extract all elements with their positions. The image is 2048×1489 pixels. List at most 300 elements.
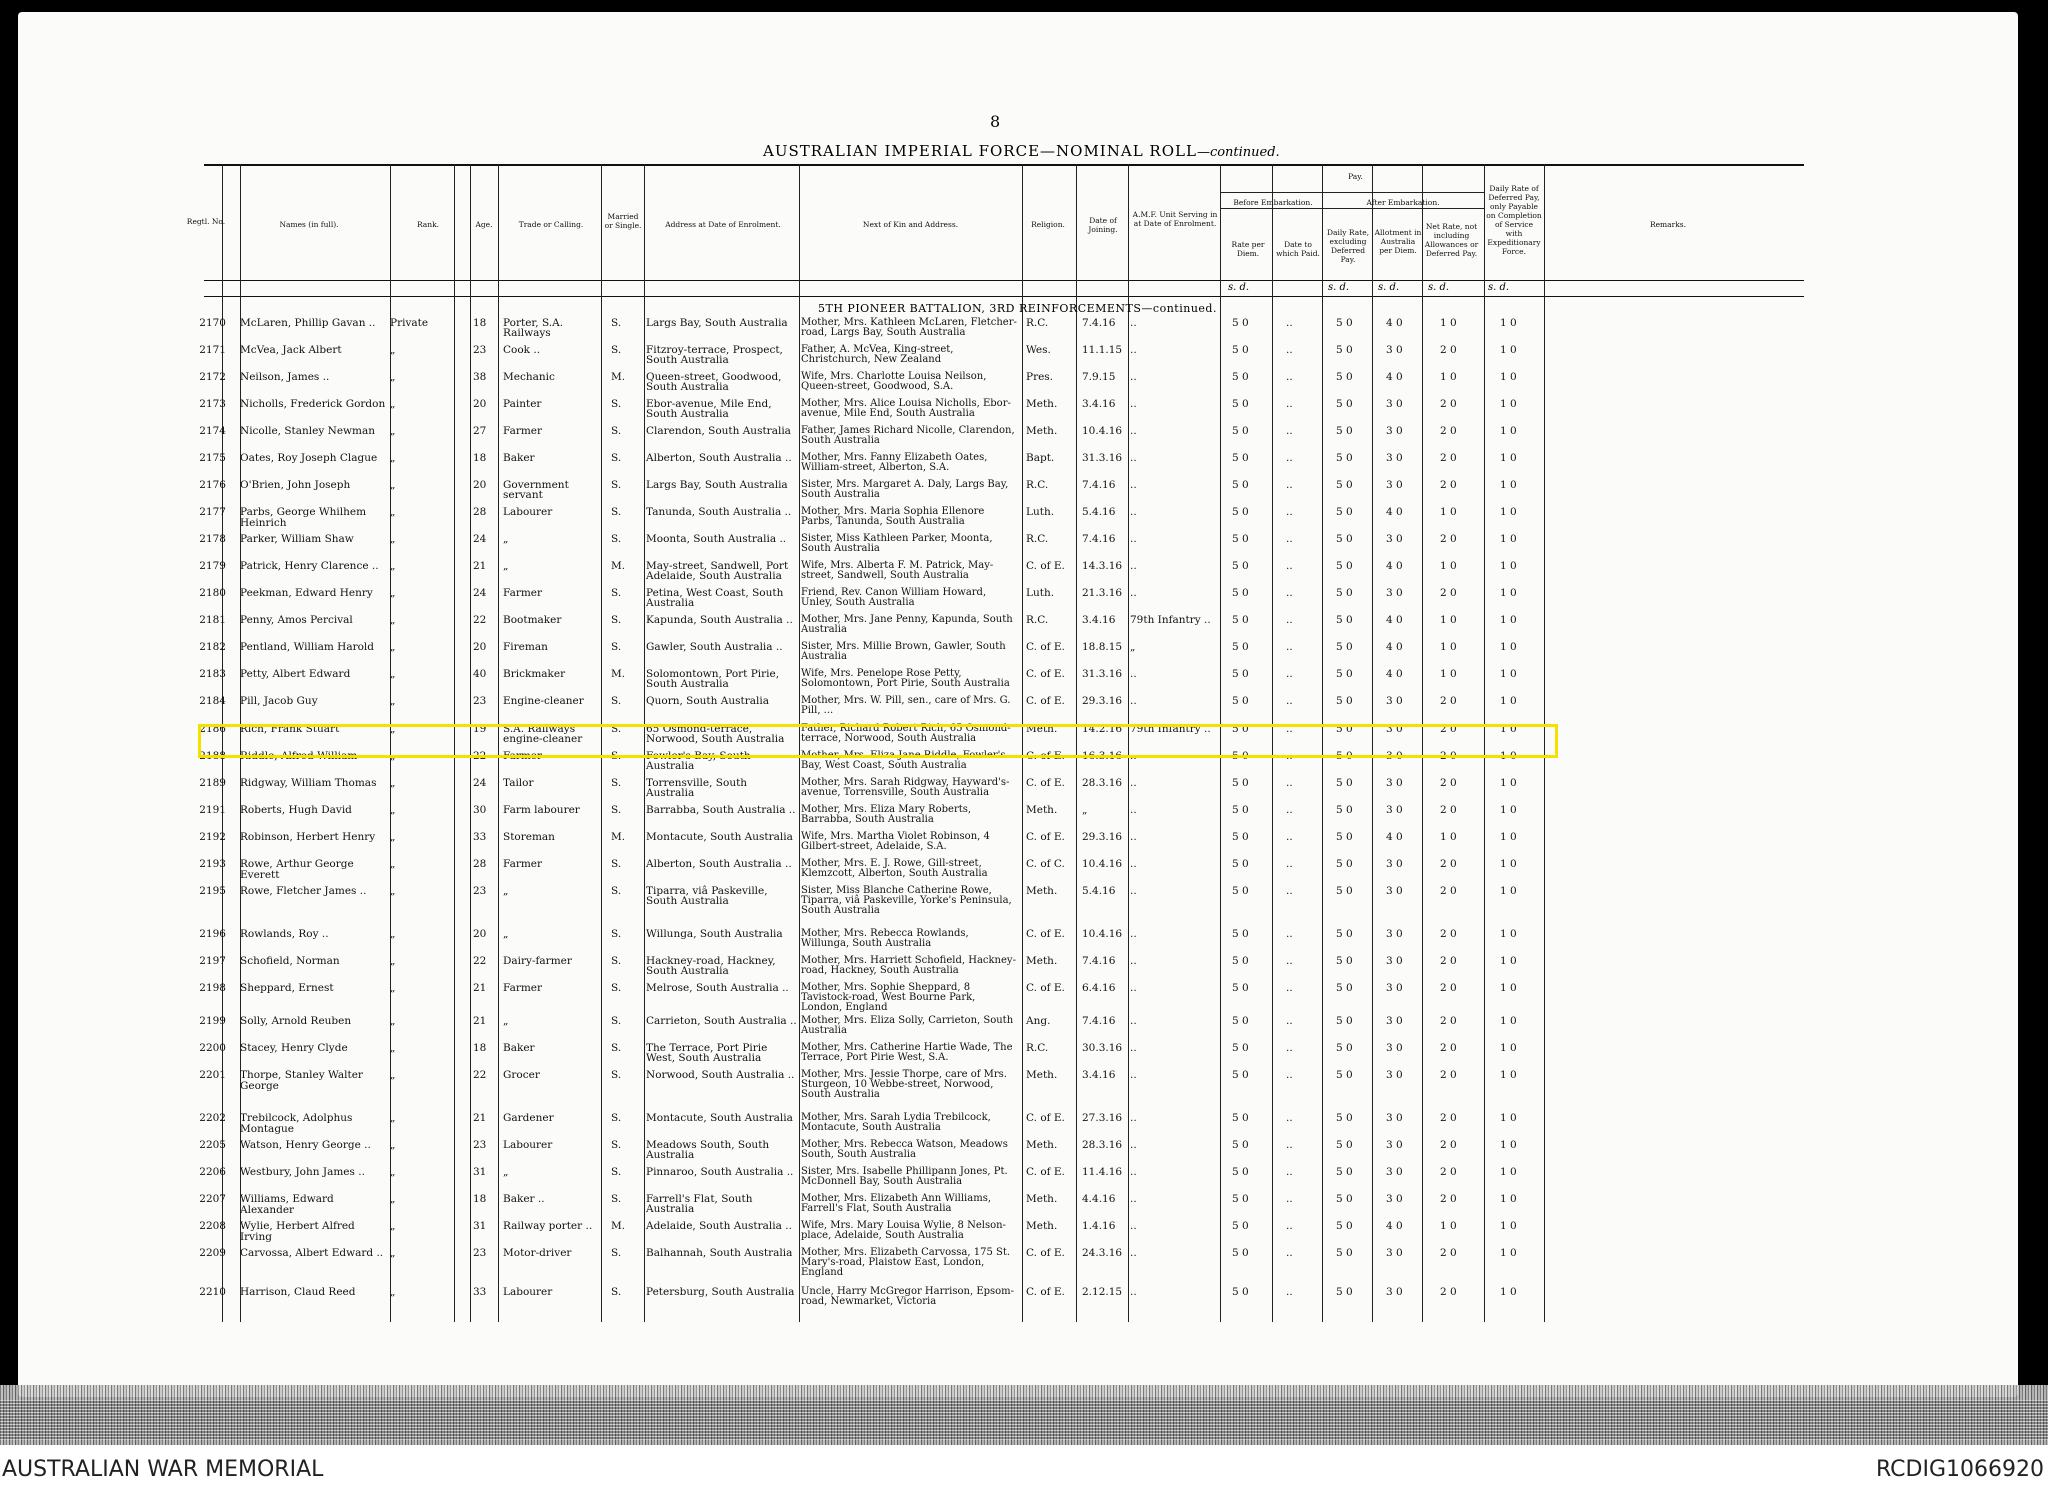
cell-r4: 3 0 xyxy=(1386,398,1403,410)
cell-rank: „ xyxy=(390,1220,396,1232)
cell-kin: Mother, Mrs. Elizabeth Ann Williams, Farrell's Flat, South Australia xyxy=(801,1193,991,1214)
cell-r2: .. xyxy=(1286,425,1293,437)
table-row xyxy=(18,1221,2018,1249)
cell-no: 2208 xyxy=(199,1220,226,1232)
cell-no: 2176 xyxy=(199,479,226,491)
cell-r1: 5 0 xyxy=(1232,1220,1249,1232)
cell-no: 2179 xyxy=(199,560,226,572)
cell-kin: Mother, Mrs. Sophie Sheppard, 8 Tavistock-road, West Bourne Park, London, England xyxy=(801,982,976,1013)
cell-addr: Balhannah, South Australia xyxy=(646,1247,793,1259)
cell-addr: Adelaide, South Australia .. xyxy=(646,1220,792,1232)
cell-addr: Pinnaroo, South Australia .. xyxy=(646,1166,794,1178)
cell-r5: 1 0 xyxy=(1440,668,1457,680)
cell-date: 10.4.16 xyxy=(1082,858,1123,870)
cell-r1: 5 0 xyxy=(1232,1247,1249,1259)
cell-rank: „ xyxy=(390,1139,396,1151)
cell-r1: 5 0 xyxy=(1232,804,1249,816)
cell-name: Trebilcock, Adolphus Montague xyxy=(240,1112,353,1135)
cell-r5: 2 0 xyxy=(1440,1193,1457,1205)
table-row xyxy=(18,886,2018,914)
document-page xyxy=(18,12,2018,1397)
cell-kin: Sister, Miss Kathleen Parker, Moonta, South Australia xyxy=(801,533,993,554)
cell-trade: Engine-cleaner xyxy=(503,695,584,707)
cell-date: 5.4.16 xyxy=(1082,506,1116,518)
table-row xyxy=(18,507,2018,535)
cell-r1: 5 0 xyxy=(1232,479,1249,491)
cell-trade: Government servant xyxy=(503,479,569,501)
cell-r4: 3 0 xyxy=(1386,344,1403,356)
cell-r2: .. xyxy=(1286,1069,1293,1081)
cell-addr: Gawler, South Australia .. xyxy=(646,641,783,653)
cell-age: 24 xyxy=(473,533,487,545)
cell-ms: S. xyxy=(611,982,622,994)
cell-r5: 2 0 xyxy=(1440,695,1457,707)
cell-kin: Mother, Mrs. Eliza Solly, Carrieton, South Australia xyxy=(801,1015,1014,1036)
cell-rank: „ xyxy=(390,506,396,518)
cell-trade: Bootmaker xyxy=(503,614,562,626)
cell-no: 2184 xyxy=(199,695,226,707)
cell-r6: 1 0 xyxy=(1500,1247,1517,1259)
cell-ms: S. xyxy=(611,533,622,545)
header-pay: Pay. xyxy=(1348,172,1363,181)
header-regtl-no: Regtl. No. xyxy=(186,217,226,226)
table-row xyxy=(18,956,2018,984)
cell-r5: 2 0 xyxy=(1440,804,1457,816)
cell-no: 2192 xyxy=(199,831,226,843)
cell-ms: S. xyxy=(611,614,622,626)
cell-addr: Largs Bay, South Australia xyxy=(646,317,788,329)
cell-date: 11.4.16 xyxy=(1082,1166,1123,1178)
cell-r1: 5 0 xyxy=(1232,317,1249,329)
cell-r6: 1 0 xyxy=(1500,982,1517,994)
table-row xyxy=(18,534,2018,562)
cell-r5: 1 0 xyxy=(1440,560,1457,572)
cell-ms: M. xyxy=(611,371,626,383)
cell-unit: .. xyxy=(1130,777,1137,789)
cell-r6: 1 0 xyxy=(1500,533,1517,545)
cell-unit: .. xyxy=(1130,982,1137,994)
cell-trade: Painter xyxy=(503,398,542,410)
cell-r3: 5 0 xyxy=(1336,506,1353,518)
cell-r2: .. xyxy=(1286,695,1293,707)
cell-no: 2201 xyxy=(199,1069,226,1081)
cell-rank: „ xyxy=(390,885,396,897)
table-row xyxy=(18,778,2018,806)
cell-date: 30.3.16 xyxy=(1082,1042,1123,1054)
cell-rel: R.C. xyxy=(1026,479,1049,491)
cell-name: Stacey, Henry Clyde xyxy=(240,1042,348,1054)
cell-trade: S.A. Railways engine-cleaner xyxy=(503,723,583,745)
cell-r3: 5 0 xyxy=(1336,668,1353,680)
cell-age: 21 xyxy=(473,982,487,994)
cell-age: 22 xyxy=(473,1069,487,1081)
cell-trade: Baker xyxy=(503,452,535,464)
pay-header-rule xyxy=(1220,208,1322,209)
cell-r3: 5 0 xyxy=(1336,587,1353,599)
cell-kin: Mother, Mrs. Harriett Schofield, Hackney-road, Hackney, South Australia xyxy=(801,955,1016,976)
cell-r6: 1 0 xyxy=(1500,723,1517,735)
cell-r3: 5 0 xyxy=(1336,831,1353,843)
cell-no: 2181 xyxy=(199,614,226,626)
cell-r4: 3 0 xyxy=(1386,1247,1403,1259)
cell-r3: 5 0 xyxy=(1336,1069,1353,1081)
cell-rel: C. of E. xyxy=(1026,777,1065,789)
table-row xyxy=(18,426,2018,454)
header-net-rate: Net Rate, not including Allowances or Deferred Pay. xyxy=(1424,222,1479,258)
cell-rank: „ xyxy=(390,344,396,356)
cell-r5: 2 0 xyxy=(1440,533,1457,545)
cell-no: 2195 xyxy=(199,885,226,897)
cell-no: 2180 xyxy=(199,587,226,599)
cell-date: 7.4.16 xyxy=(1082,1015,1116,1027)
cell-date: 4.4.16 xyxy=(1082,1193,1116,1205)
cell-trade: Farmer xyxy=(503,587,543,599)
cell-trade: Tailor xyxy=(503,777,534,789)
cell-r3: 5 0 xyxy=(1336,344,1353,356)
cell-r6: 1 0 xyxy=(1500,695,1517,707)
cell-r3: 5 0 xyxy=(1336,1286,1353,1298)
cell-r5: 2 0 xyxy=(1440,452,1457,464)
cell-age: 33 xyxy=(473,831,487,843)
cell-rank: „ xyxy=(390,1042,396,1054)
cell-addr: Clarendon, South Australia xyxy=(646,425,791,437)
cell-rel: Luth. xyxy=(1026,506,1055,518)
cell-date: 3.4.16 xyxy=(1082,398,1116,410)
cell-no: 2186 xyxy=(199,723,226,735)
cell-date: 14.2.16 xyxy=(1082,723,1123,735)
cell-age: 20 xyxy=(473,398,487,410)
cell-date: 31.3.16 xyxy=(1082,668,1123,680)
cell-name: Harrison, Claud Reed xyxy=(240,1286,356,1298)
cell-r4: 3 0 xyxy=(1386,695,1403,707)
cell-r3: 5 0 xyxy=(1336,955,1353,967)
cell-ms: M. xyxy=(611,668,626,680)
cell-r6: 1 0 xyxy=(1500,750,1517,762)
cell-rel: C. of E. xyxy=(1026,560,1065,572)
cell-r4: 3 0 xyxy=(1386,587,1403,599)
cell-r6: 1 0 xyxy=(1500,885,1517,897)
table-row xyxy=(18,1113,2018,1141)
cell-date: 31.3.16 xyxy=(1082,452,1123,464)
cell-date: 28.3.16 xyxy=(1082,1139,1123,1151)
cell-unit: .. xyxy=(1130,695,1137,707)
cell-date: 3.4.16 xyxy=(1082,614,1116,626)
cell-r6: 1 0 xyxy=(1500,371,1517,383)
cell-r5: 2 0 xyxy=(1440,1247,1457,1259)
cell-age: 28 xyxy=(473,506,487,518)
cell-rank: „ xyxy=(390,641,396,653)
cell-r3: 5 0 xyxy=(1336,533,1353,545)
cell-date: 24.3.16 xyxy=(1082,1247,1123,1259)
cell-name: Rowe, Arthur George Everett xyxy=(240,858,354,881)
cell-age: 24 xyxy=(473,587,487,599)
pay-header-rule xyxy=(1322,208,1484,209)
cell-r3: 5 0 xyxy=(1336,641,1353,653)
cell-r4: 3 0 xyxy=(1386,1042,1403,1054)
footer-bar xyxy=(0,1445,2048,1489)
table-row xyxy=(18,615,2018,643)
table-row xyxy=(18,480,2018,508)
cell-r2: .. xyxy=(1286,858,1293,870)
cell-r1: 5 0 xyxy=(1232,344,1249,356)
cell-age: 20 xyxy=(473,641,487,653)
cell-r3: 5 0 xyxy=(1336,1042,1353,1054)
cell-r6: 1 0 xyxy=(1500,1193,1517,1205)
cell-r5: 2 0 xyxy=(1440,1139,1457,1151)
cell-r4: 3 0 xyxy=(1386,479,1403,491)
cell-ms: S. xyxy=(611,1069,622,1081)
cell-addr: Ebor-avenue, Mile End, South Australia xyxy=(646,398,772,420)
cell-r2: .. xyxy=(1286,479,1293,491)
cell-name: Wylie, Herbert Alfred Irving xyxy=(240,1220,355,1243)
table-row xyxy=(18,399,2018,427)
table-row xyxy=(18,453,2018,481)
cell-r4: 3 0 xyxy=(1386,1193,1403,1205)
table-row xyxy=(18,588,2018,616)
cell-trade: „ xyxy=(503,928,509,940)
cell-trade: „ xyxy=(503,1015,509,1027)
cell-r2: .. xyxy=(1286,1015,1293,1027)
cell-kin: Mother, Mrs. Jessie Thorpe, care of Mrs. Sturgeon, 10 Webbe-street, Norwood, South Australia xyxy=(801,1069,1007,1100)
cell-trade: Baker xyxy=(503,1042,535,1054)
cell-trade: Porter, S.A. Railways xyxy=(503,317,564,339)
cell-r5: 1 0 xyxy=(1440,317,1457,329)
cell-trade: Storeman xyxy=(503,831,555,843)
cell-r1: 5 0 xyxy=(1232,641,1249,653)
cell-ms: S. xyxy=(611,479,622,491)
cell-rel: C. of E. xyxy=(1026,831,1065,843)
cell-ms: S. xyxy=(611,398,622,410)
cell-no: 2197 xyxy=(199,955,226,967)
cell-kin: Mother, Mrs. E. J. Rowe, Gill-street, Klemzcott, Alberton, South Australia xyxy=(801,858,988,879)
cell-rank: „ xyxy=(390,928,396,940)
cell-addr: Kapunda, South Australia .. xyxy=(646,614,793,626)
cell-rel: Pres. xyxy=(1026,371,1054,383)
cell-r2: .. xyxy=(1286,560,1293,572)
cell-r3: 5 0 xyxy=(1336,1015,1353,1027)
cell-kin: Mother, Mrs. Elizabeth Carvossa, 175 St. Mary's-road, Plaistow East, London, England xyxy=(801,1247,1011,1278)
cell-name: Thorpe, Stanley Walter George xyxy=(240,1069,363,1092)
cell-name: Solly, Arnold Reuben xyxy=(240,1015,352,1027)
cell-r3: 5 0 xyxy=(1336,452,1353,464)
cell-addr: Solomontown, Port Pirie, South Australia xyxy=(646,668,780,690)
cell-rank: Private xyxy=(390,317,429,329)
cell-unit: .. xyxy=(1130,1015,1137,1027)
cell-age: 18 xyxy=(473,317,487,329)
cell-r2: .. xyxy=(1286,641,1293,653)
cell-trade: „ xyxy=(503,560,509,572)
cell-kin: Sister, Mrs. Millie Brown, Gawler, South Australia xyxy=(801,641,1006,662)
cell-addr: 65 Osmond-terrace, Norwood, South Australia xyxy=(646,723,785,745)
cell-unit: .. xyxy=(1130,885,1137,897)
cell-r5: 2 0 xyxy=(1440,1042,1457,1054)
cell-kin: Sister, Mrs. Isabelle Phillipann Jones, Pt. McDonnell Bay, South Australia xyxy=(801,1166,1008,1187)
cell-unit: .. xyxy=(1130,479,1137,491)
cell-rank: „ xyxy=(390,1015,396,1027)
cell-trade: Baker .. xyxy=(503,1193,545,1205)
cell-r6: 1 0 xyxy=(1500,452,1517,464)
table-row xyxy=(18,345,2018,373)
cell-trade: Motor-driver xyxy=(503,1247,572,1259)
cell-age: 18 xyxy=(473,1193,487,1205)
cell-r3: 5 0 xyxy=(1336,982,1353,994)
footer-source: AUSTRALIAN WAR MEMORIAL xyxy=(2,1457,324,1482)
cell-r5: 2 0 xyxy=(1440,928,1457,940)
table-row xyxy=(18,832,2018,860)
cell-rank: „ xyxy=(390,398,396,410)
cell-r5: 2 0 xyxy=(1440,344,1457,356)
header-married: Married or Single. xyxy=(604,212,642,230)
cell-date: 3.4.16 xyxy=(1082,1069,1116,1081)
table-row xyxy=(18,1070,2018,1098)
header-next-of-kin: Next of Kin and Address. xyxy=(862,220,959,229)
cell-kin: Mother, Mrs. Alice Louisa Nicholls, Ebor-avenue, Mile End, South Australia xyxy=(801,398,1011,419)
pay-header-rule xyxy=(1220,192,1484,193)
cell-unit: .. xyxy=(1130,1042,1137,1054)
cell-r4: 3 0 xyxy=(1386,452,1403,464)
cell-no: 2189 xyxy=(199,777,226,789)
cell-r4: 4 0 xyxy=(1386,614,1403,626)
cell-r1: 5 0 xyxy=(1232,371,1249,383)
cell-name: McVea, Jack Albert xyxy=(240,344,342,356)
table-row xyxy=(18,1016,2018,1044)
cell-r4: 3 0 xyxy=(1386,533,1403,545)
cell-date: „ xyxy=(1082,804,1088,816)
cell-kin: Father, A. McVea, King-street, Christchurch, New Zealand xyxy=(801,344,954,365)
cell-name: Pill, Jacob Guy xyxy=(240,695,318,707)
cell-r6: 1 0 xyxy=(1500,344,1517,356)
cell-r5: 2 0 xyxy=(1440,1069,1457,1081)
cell-r1: 5 0 xyxy=(1232,955,1249,967)
cell-r3: 5 0 xyxy=(1336,560,1353,572)
top-rule xyxy=(204,164,1804,166)
cell-age: 18 xyxy=(473,1042,487,1054)
table-row xyxy=(18,1248,2018,1276)
cell-rank: „ xyxy=(390,1069,396,1081)
cell-r1: 5 0 xyxy=(1232,1166,1249,1178)
cell-r6: 1 0 xyxy=(1500,560,1517,572)
cell-unit: „ xyxy=(1130,641,1136,653)
cell-date: 28.3.16 xyxy=(1082,777,1123,789)
cell-ms: S. xyxy=(611,695,622,707)
cell-no: 2202 xyxy=(199,1112,226,1124)
cell-r6: 1 0 xyxy=(1500,928,1517,940)
cell-unit: .. xyxy=(1130,1193,1137,1205)
cell-name: Rowlands, Roy .. xyxy=(240,928,329,940)
cell-rel: R.C. xyxy=(1026,1042,1049,1054)
table-row xyxy=(18,983,2018,1011)
cell-addr: Hackney-road, Hackney, South Australia xyxy=(646,955,776,977)
cell-rank: „ xyxy=(390,831,396,843)
cell-rel: C. of E. xyxy=(1026,1286,1065,1298)
header-trade: Trade or Calling. xyxy=(518,220,584,229)
cell-kin: Wife, Mrs. Martha Violet Robinson, 4 Gilbert-street, Adelaide, S.A. xyxy=(801,831,990,852)
cell-unit: .. xyxy=(1130,344,1137,356)
cell-rel: Meth. xyxy=(1026,1193,1058,1205)
cell-r5: 2 0 xyxy=(1440,425,1457,437)
cell-r1: 5 0 xyxy=(1232,560,1249,572)
cell-name: Roberts, Hugh David xyxy=(240,804,352,816)
cell-r4: 4 0 xyxy=(1386,668,1403,680)
cell-addr: May-street, Sandwell, Port Adelaide, South Australia xyxy=(646,560,789,582)
cell-rank: „ xyxy=(390,425,396,437)
cell-r4: 4 0 xyxy=(1386,371,1403,383)
cell-r4: 3 0 xyxy=(1386,1286,1403,1298)
cell-ms: S. xyxy=(611,425,622,437)
cell-r2: .. xyxy=(1286,506,1293,518)
cell-rel: Meth. xyxy=(1026,398,1058,410)
cell-r5: 2 0 xyxy=(1440,723,1457,735)
cell-rel: Meth. xyxy=(1026,955,1058,967)
cell-rel: Meth. xyxy=(1026,1069,1058,1081)
cell-rank: „ xyxy=(390,1112,396,1124)
cell-unit: .. xyxy=(1130,750,1137,762)
cell-r6: 1 0 xyxy=(1500,317,1517,329)
cell-r2: .. xyxy=(1286,1112,1293,1124)
cell-ms: M. xyxy=(611,1220,626,1232)
cell-date: 1.4.16 xyxy=(1082,1220,1116,1232)
table-row xyxy=(18,929,2018,957)
cell-rank: „ xyxy=(390,804,396,816)
cell-kin: Mother, Mrs. Eliza Mary Roberts, Barrabba, South Australia xyxy=(801,804,972,825)
cell-addr: Carrieton, South Australia .. xyxy=(646,1015,797,1027)
cell-addr: Quorn, South Australia xyxy=(646,695,769,707)
cell-r3: 5 0 xyxy=(1336,723,1353,735)
cell-r1: 5 0 xyxy=(1232,982,1249,994)
cell-no: 2207 xyxy=(199,1193,226,1205)
table-row xyxy=(18,1140,2018,1168)
cell-rank: „ xyxy=(390,750,396,762)
cell-trade: „ xyxy=(503,885,509,897)
cell-r6: 1 0 xyxy=(1500,1015,1517,1027)
cell-age: 23 xyxy=(473,1139,487,1151)
cell-age: 33 xyxy=(473,1286,487,1298)
header-rule xyxy=(204,280,1804,281)
cell-r1: 5 0 xyxy=(1232,858,1249,870)
cell-r5: 1 0 xyxy=(1440,1220,1457,1232)
unit-label: s. d. xyxy=(1428,282,1450,293)
cell-r2: .. xyxy=(1286,614,1293,626)
cell-rank: „ xyxy=(390,371,396,383)
cell-no: 2198 xyxy=(199,982,226,994)
cell-date: 29.3.16 xyxy=(1082,831,1123,843)
cell-unit: 79th Infantry .. xyxy=(1130,614,1211,626)
cell-r2: .. xyxy=(1286,1042,1293,1054)
cell-kin: Mother, Mrs. Jane Penny, Kapunda, South Australia xyxy=(801,614,1013,635)
cell-r4: 3 0 xyxy=(1386,804,1403,816)
cell-r2: .. xyxy=(1286,831,1293,843)
cell-r4: 4 0 xyxy=(1386,506,1403,518)
cell-rank: „ xyxy=(390,533,396,545)
cell-age: 23 xyxy=(473,695,487,707)
cell-age: 22 xyxy=(473,750,487,762)
cell-date: 6.4.16 xyxy=(1082,982,1116,994)
cell-name: Carvossa, Albert Edward .. xyxy=(240,1247,384,1259)
cell-r6: 1 0 xyxy=(1500,398,1517,410)
cell-name: Schofield, Norman xyxy=(240,955,340,967)
cell-no: 2174 xyxy=(199,425,226,437)
cell-rel: R.C. xyxy=(1026,614,1049,626)
cell-r1: 5 0 xyxy=(1232,777,1249,789)
cell-no: 2206 xyxy=(199,1166,226,1178)
cell-r5: 1 0 xyxy=(1440,831,1457,843)
cell-r5: 1 0 xyxy=(1440,506,1457,518)
header-after-embarkation: After Embarkation. xyxy=(1366,198,1440,207)
cell-name: Nicolle, Stanley Newman xyxy=(240,425,375,437)
cell-r5: 2 0 xyxy=(1440,1286,1457,1298)
cell-r6: 1 0 xyxy=(1500,587,1517,599)
cell-name: Rowe, Fletcher James .. xyxy=(240,885,367,897)
